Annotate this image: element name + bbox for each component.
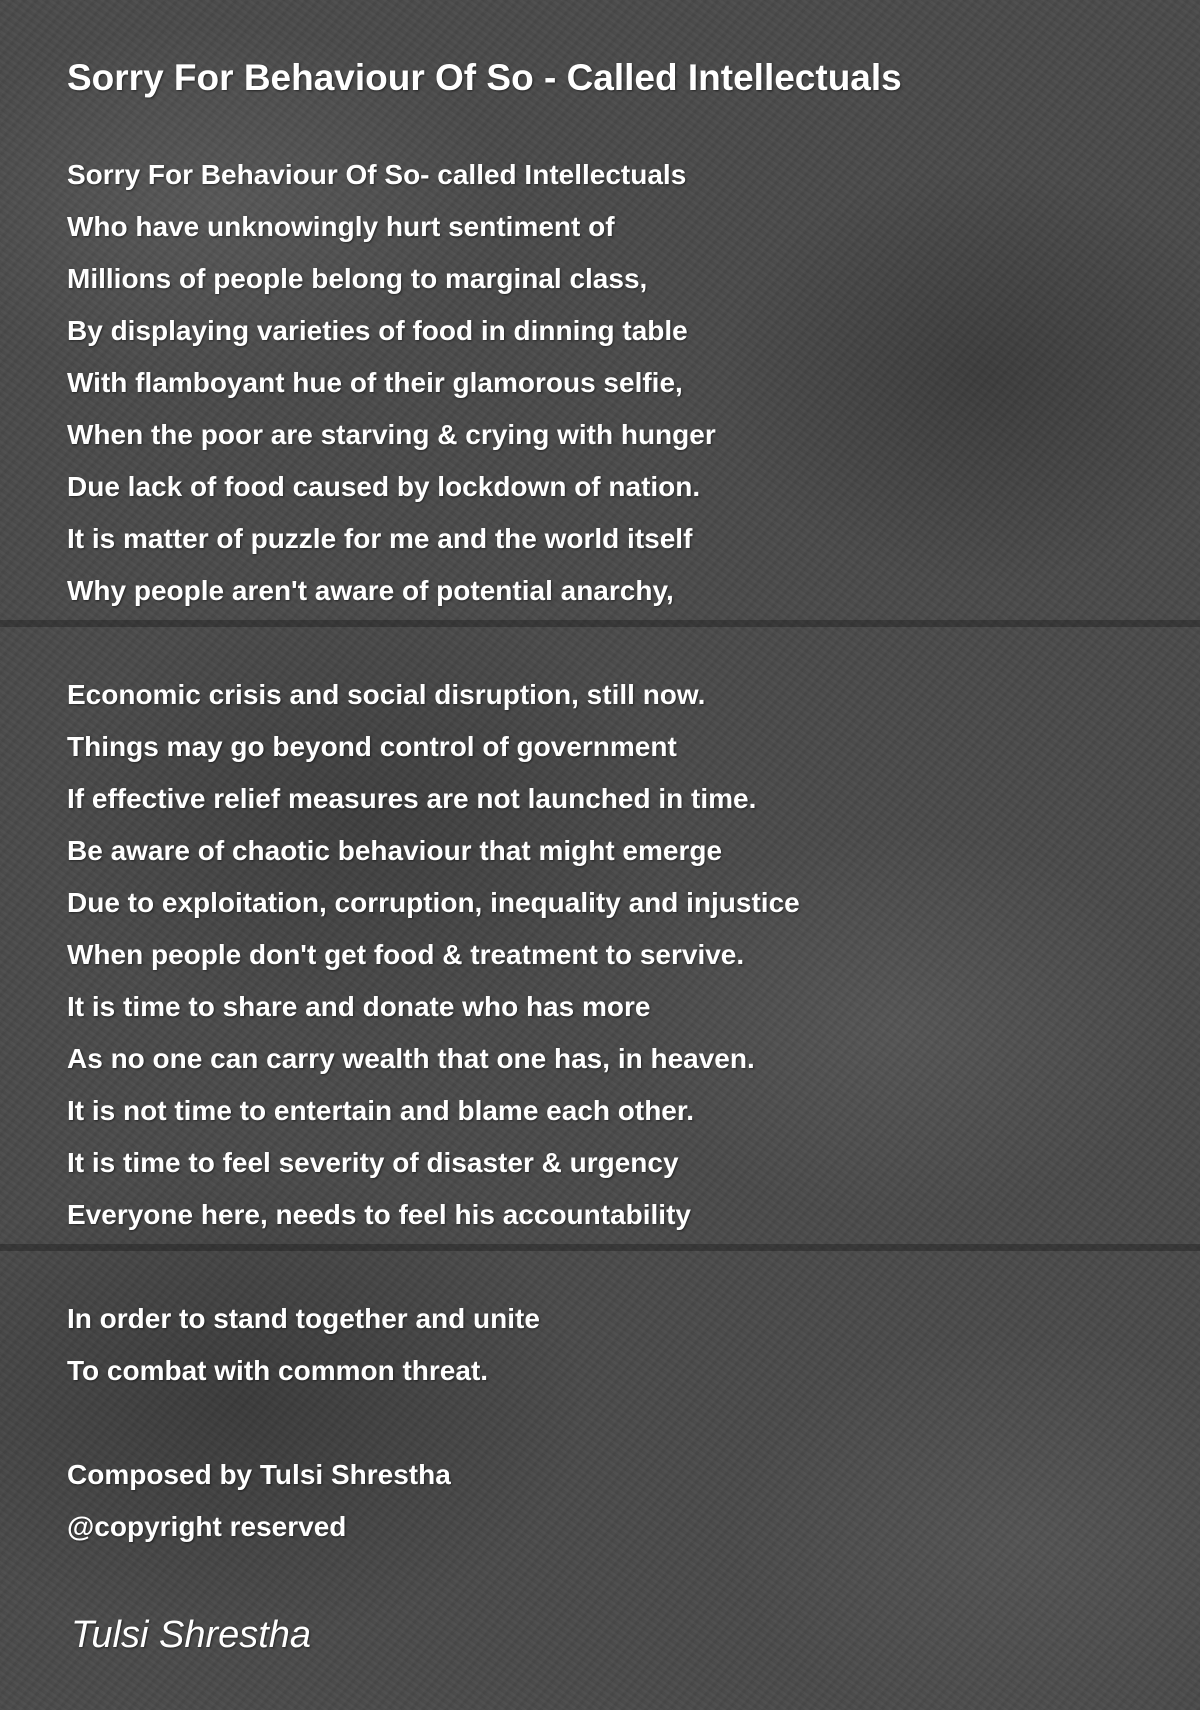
- poem-line: It is not time to entertain and blame each other.: [67, 1095, 695, 1126]
- poem-line: If effective relief measures are not launched in time.: [67, 783, 757, 814]
- copyright-notice: @copyright reserved: [67, 1511, 347, 1542]
- poem-line: By displaying varieties of food in dinning table: [67, 315, 688, 346]
- poem-line: Who have unknowingly hurt sentiment of: [67, 211, 615, 242]
- poem-line: To combat with common threat.: [67, 1355, 489, 1386]
- poem-line: In order to stand together and unite: [67, 1303, 540, 1334]
- poem-line: Millions of people belong to marginal class,: [67, 263, 648, 294]
- stanza-break: [67, 617, 800, 669]
- poem-line: It is time to share and donate who has more: [67, 991, 651, 1022]
- poem-body: [67, 149, 800, 1553]
- poem-line: When the poor are starving & crying with hunger: [67, 419, 716, 450]
- poem-line: With flamboyant hue of their glamorous selfie,: [67, 367, 683, 398]
- author-signature: Tulsi Shrestha: [71, 1614, 312, 1656]
- poem-line: Due to exploitation, corruption, inequality and injustice: [67, 887, 800, 918]
- poem-line: When people don't get food & treatment to servive.: [67, 939, 745, 970]
- poem-line: It is matter of puzzle for me and the world itself: [67, 523, 693, 554]
- poem-title: Sorry For Behaviour Of So - Called Intellectuals: [67, 57, 902, 98]
- poem-line: Due lack of food caused by lockdown of nation.: [67, 471, 701, 502]
- stanza-break: [67, 1241, 800, 1293]
- poem-line: Be aware of chaotic behaviour that might emerge: [67, 835, 723, 866]
- poem-line: Things may go beyond control of government: [67, 731, 677, 762]
- poem-line: Sorry For Behaviour Of So- called Intellectuals: [67, 159, 687, 190]
- poem-line: Everyone here, needs to feel his accountability: [67, 1199, 691, 1230]
- poem-line: Economic crisis and social disruption, still now.: [67, 679, 706, 710]
- poem-line: As no one can carry wealth that one has, in heaven.: [67, 1043, 755, 1074]
- poem-line: It is time to feel severity of disaster & urgency: [67, 1147, 679, 1178]
- composer-credit: Composed by Tulsi Shrestha: [67, 1459, 451, 1490]
- poem-line: Why people aren't aware of potential anarchy,: [67, 575, 674, 606]
- stanza-break: [67, 1397, 800, 1449]
